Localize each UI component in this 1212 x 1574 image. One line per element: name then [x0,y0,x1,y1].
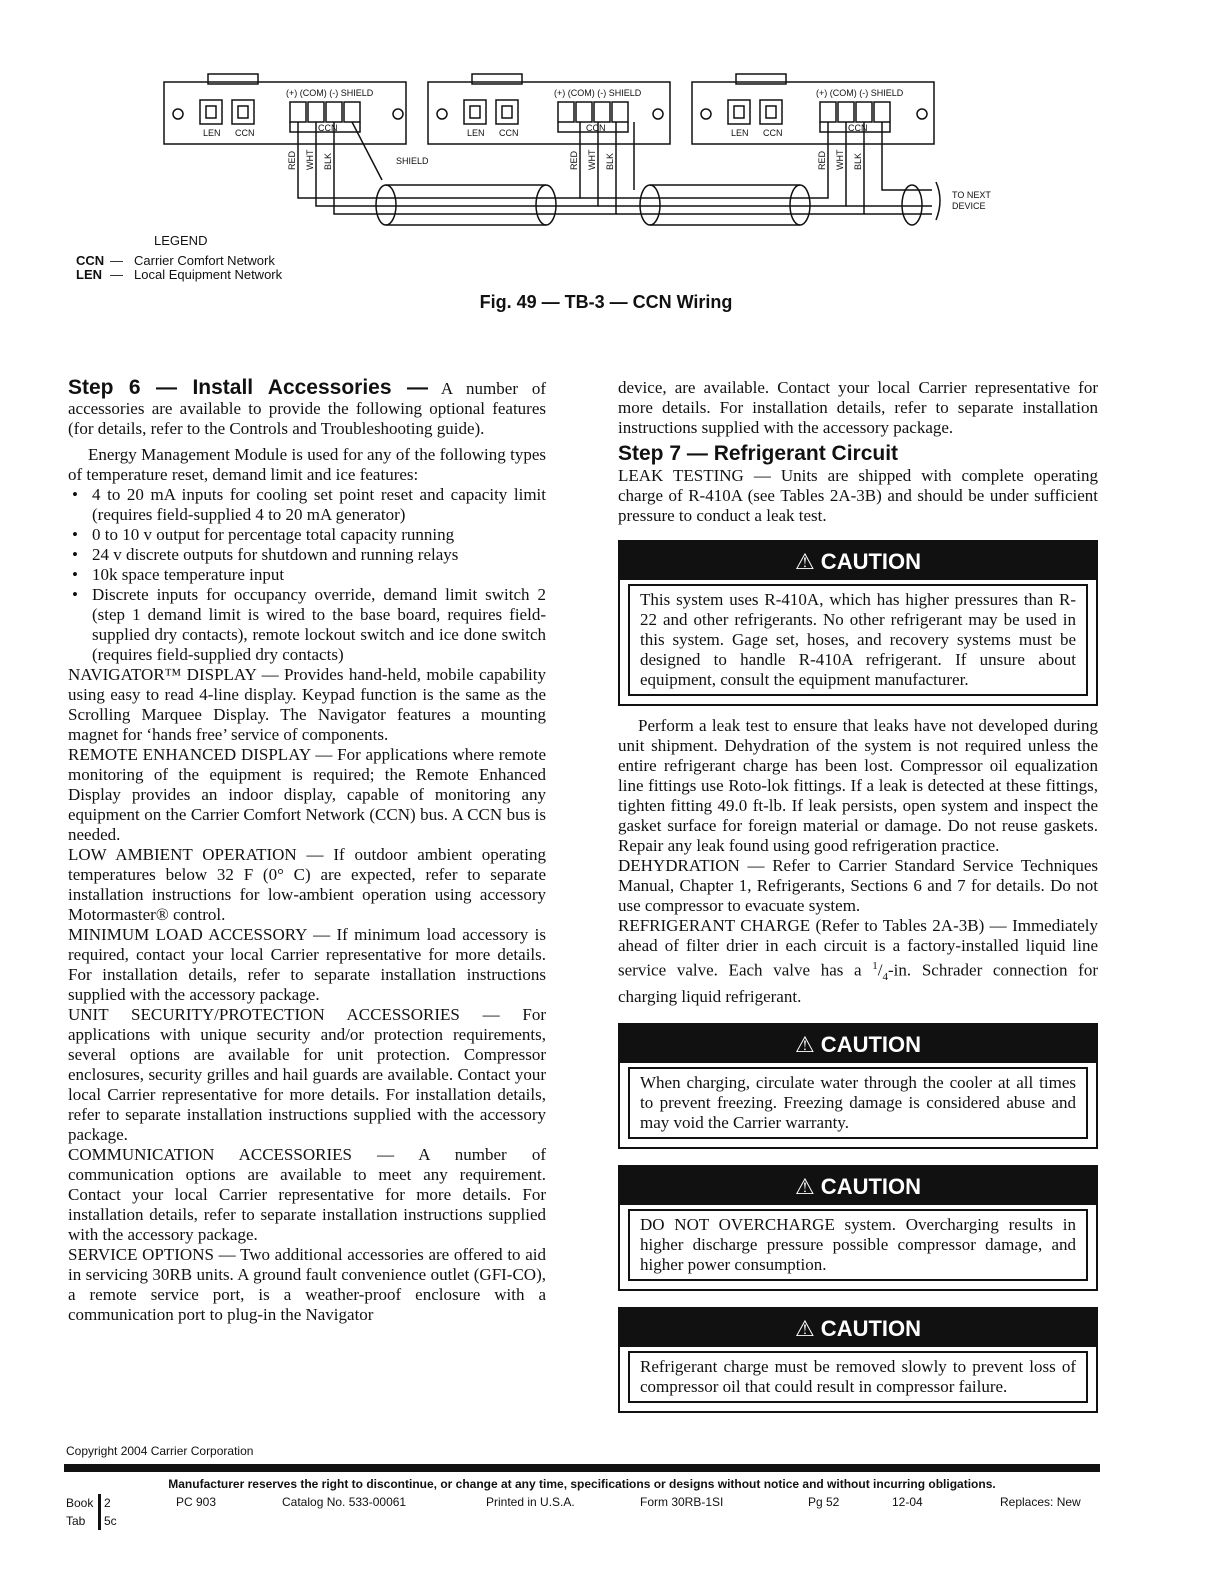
footer-catalog: Catalog No. 533-00061 [282,1495,407,1509]
book-row [66,1494,117,1512]
divider [98,1512,101,1530]
to-next-device-line1: TO NEXT [952,190,991,200]
board1-terminal-label: (+) (COM) (-) SHIELD [286,88,374,98]
caution-box [618,1165,1098,1291]
continued-paragraph: device, are available. Contact your local Carrier representative for more details. For installation details, refer to separate installation instructions supplied with the accessory package. [618,378,1098,437]
list-item: • 24 v discrete outputs for shutdown and running relays [92,545,546,565]
tab-label: Tab [66,1514,86,1528]
board3-terminal-label: (+) (COM) (-) SHIELD [816,88,904,98]
dehydration-paragraph: DEHYDRATION — Refer to Carrier Standard Service Techniques Manual, Chapter 1, Refrigerants, Sections 6 and 7 for details. Do not use compressor to evacuate system. [618,856,1098,915]
ccn-wiring-diagram [60,70,1000,230]
charge-text-b: -in. Schrader connection for charging liquid refrigerant. [618,960,1099,1007]
step6-paragraph [68,378,546,439]
footer-printed: Printed in U.S.A. [486,1495,575,1509]
communication-paragraph: COMMUNICATION ACCESSORIES — A number of communication options are available to meet any requirement. Contact your local Carrier representative for more details. For installation details, refer to separate installation instructions supplied with the accessory package. [68,1145,546,1244]
service-options-paragraph: SERVICE OPTIONS — Two additional accessories are offered to aid in servicing 30RB units. A ground fault convenience outlet (GFI-CO), a remote service port, is a weather-proof enclosure with a communication port to plug-in the Navigator [68,1245,546,1324]
leak-test-paragraph: Perform a leak test to ensure that leaks have not developed during unit shipment. Dehydration of the system is not required unless the entire refrigerant charge has been lost. Compressor oil equalization line fittings use Roto-lok fittings. If a leak is detected at these fittings, tighten fitting 49.0 ft-lb. If leak persists, open system and inspect the gasket surface for foreign material or damage. Do not reuse gaskets. Repair any leak found using good refrigeration practice. [618,716,1098,855]
legend-text: Local Equipment Network [134,267,283,282]
right-column [618,378,1098,1423]
board3-len-label: LEN [731,128,749,138]
legend-row [76,254,282,268]
remote-display-paragraph: REMOTE ENHANCED DISPLAY — For applications where remote monitoring of the equipment is required; the Remote Enhanced Display provides an indoor display, capable of monitoring any equipment on the Carrier Comfort Network (CCN) bus. A CCN bus is needed. [68,745,546,844]
refrigerant-charge-paragraph [618,916,1098,1007]
board2-len-label: LEN [467,128,485,138]
legend-row [76,268,282,282]
wire1-wht-label: WHT [305,149,315,170]
caution-text: When charging, circulate water through the cooler at all times to prevent freezing. Freezing damage is considered abuse and may void the Carrier warranty. [628,1067,1088,1139]
caution-title: ⚠ CAUTION [620,542,1096,580]
to-next-device-line2: DEVICE [952,201,986,211]
list-item: • 10k space temperature input [92,565,546,585]
board2-terminal-label: (+) (COM) (-) SHIELD [554,88,642,98]
footer-date: 12-04 [892,1495,923,1509]
legend-abbr: LEN [76,267,102,282]
caution-box [618,540,1098,706]
board2-ccn-bus-label: CCN [586,123,606,133]
emm-feature-list [68,485,546,665]
left-column [68,378,546,1325]
legend-dash: — [110,267,123,282]
wire1-blk-label: BLK [323,152,333,170]
fraction-denominator: 4 [882,971,889,984]
footer-replaces: Replaces: New [1000,1495,1081,1509]
minimum-load-paragraph: MINIMUM LOAD ACCESSORY — If minimum load accessory is required, contact your local Carrier representative for more details. For installation details, refer to separate installation instructions supplied with the accessory package. [68,925,546,1004]
board2-ccn-label: CCN [499,128,519,138]
copyright: Copyright 2004 Carrier Corporation [66,1444,254,1458]
list-item: • 4 to 20 mA inputs for cooling set point reset and capacity limit (requires field-supplied 4 to 20 mA generator) [92,485,546,525]
board1-ccn-bus-label: CCN [318,123,338,133]
step7-heading: Step 7 — Refrigerant Circuit [618,442,899,465]
charge-text-a: REFRIGERANT CHARGE (Refer to Tables 2A-3B) — Immediately ahead of filter drier in each circuit is a factory-installed liquid line service valve. Each valve has a [618,916,1098,980]
board1-len-label: LEN [203,128,221,138]
disclaimer: Manufacturer reserves the right to discontinue, or change at any time, specifications or designs without notice and without incurring obligations. [168,1477,996,1491]
wire3-wht-label: WHT [835,149,845,170]
book-tab-index [66,1494,117,1530]
legend-text: Carrier Comfort Network [134,253,275,268]
caution-title: ⚠ CAUTION [620,1167,1096,1205]
board3-ccn-label: CCN [763,128,783,138]
caution-title: ⚠ CAUTION [620,1309,1096,1347]
footer-page: Pg 52 [808,1495,840,1509]
book-value: 2 [104,1496,111,1510]
list-item: • Discrete inputs for occupancy override, demand limit switch 2 (step 1 demand limit is wired to the base board, requires field-supplied dry contacts), remote lockout switch and ice done switch (requires field-supplied dry contacts) [92,585,546,665]
navigator-paragraph: NAVIGATOR™ DISPLAY — Provides hand-held, mobile capability using easy to read 4-line display. Keypad function is the same as the Scrolling Marquee Display. The Navigator features a mounting magnet for ‘hands free’ service of components. [68,665,546,744]
wire3-red-label: RED [817,150,827,170]
board3-ccn-bus-label: CCN [848,123,868,133]
caution-text: DO NOT OVERCHARGE system. Overcharging results in higher discharge pressure possible compressor damage, and higher power consumption. [628,1209,1088,1281]
legend-abbr: CCN [76,253,105,268]
shield-label: SHIELD [396,156,429,166]
emm-paragraph: Energy Management Module is used for any of the following types of temperature reset, demand limit and ice features: [68,445,546,484]
divider [98,1494,101,1512]
caution-box [618,1023,1098,1149]
wire2-blk-label: BLK [605,152,615,170]
caution-text: Refrigerant charge must be removed slowly to prevent loss of compressor oil that could result in compressor failure. [628,1351,1088,1403]
legend-dash: — [110,253,123,268]
caution-title: ⚠ CAUTION [620,1025,1096,1063]
footer-rule [64,1464,1100,1472]
figure-caption: Fig. 49 — TB-3 — CCN Wiring [479,292,733,312]
fraction-slash: / [877,960,883,980]
step6-intro: A number of accessories are available to provide the following optional features (for details, refer to the Controls and Troubleshooting guide). [68,379,546,438]
list-item: • 0 to 10 v output for percentage total capacity running [92,525,546,545]
wire2-wht-label: WHT [587,149,597,170]
footer-pc: PC 903 [176,1495,217,1509]
fraction-numerator: 1 [872,960,878,972]
caution-box [618,1307,1098,1413]
footer-form: Form 30RB-1SI [640,1495,724,1509]
wire2-red-label: RED [569,150,579,170]
tab-row [66,1512,117,1530]
book-label: Book [66,1496,94,1510]
leak-testing-paragraph: LEAK TESTING — Units are shipped with complete operating charge of R-410A (see Tables 2A-3B) and should be under sufficient pressure to conduct a leak test. [618,466,1098,525]
caution-text: This system uses R-410A, which has higher pressures than R-22 and other refrigerants. No other refrigerant may be used in this system. Gage set, hoses, and recovery systems must be designed to handle R-410A refrigerant. If unsure about equipment, consult the equipment manufacturer. [628,584,1088,696]
low-ambient-paragraph: LOW AMBIENT OPERATION — If outdoor ambient operating temperatures below 32 F (0° C) are expected, refer to separate installation instructions for low-ambient operation using accessory Motormaster® control. [68,845,546,924]
tab-value: 5c [104,1514,117,1528]
legend-title: LEGEND [154,233,208,248]
wire1-red-label: RED [287,150,297,170]
step6-heading: Step 6 — Install Accessories — [68,376,428,399]
security-paragraph: UNIT SECURITY/PROTECTION ACCESSORIES — For applications with unique security and/or protection requirements, several options are available for unit protection. Compressor enclosures, security grilles and hail guards are available. Contact your local Carrier representative for more details. For installation details, refer to separate installation instructions supplied with the accessory package. [68,1005,546,1144]
figure-legend [76,234,282,282]
wire3-blk-label: BLK [853,152,863,170]
board1-ccn-label: CCN [235,128,255,138]
